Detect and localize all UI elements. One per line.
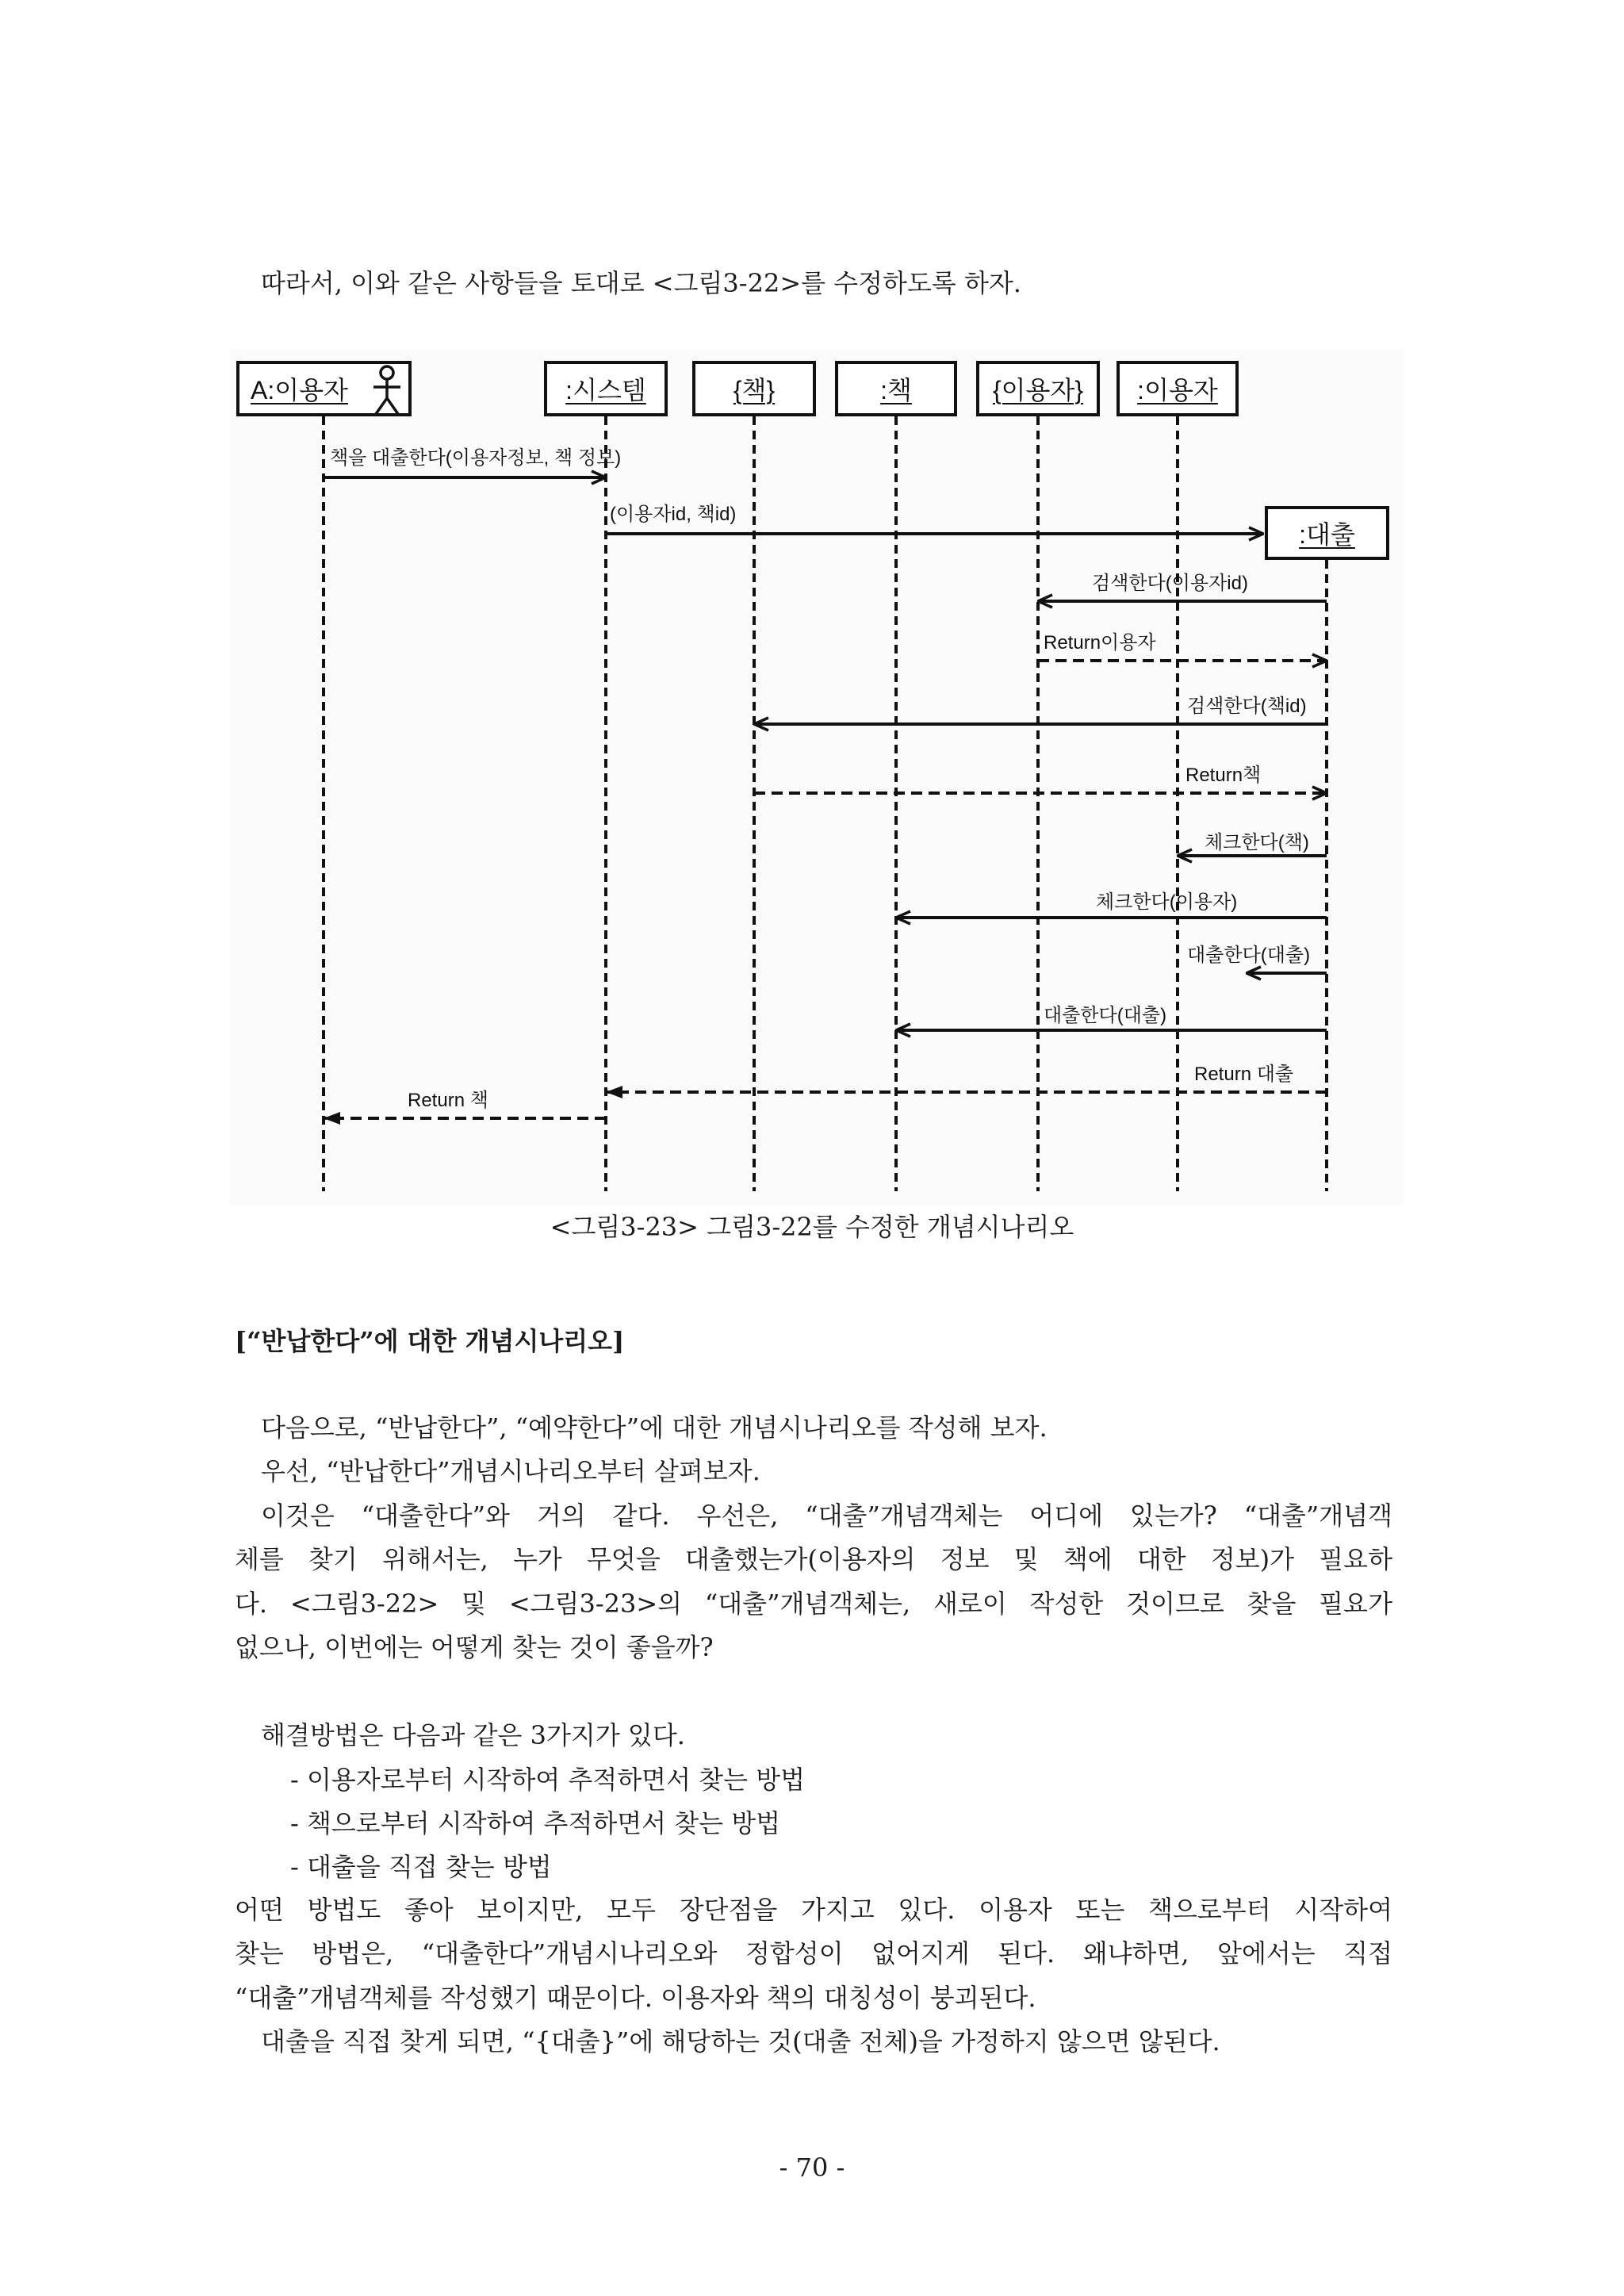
- paragraph-line: 없으나, 이번에는 어떻게 찾는 것이 좋을까?: [235, 1632, 714, 1662]
- object-label: A:이용자: [251, 376, 348, 404]
- object-label: :시스템: [565, 376, 646, 404]
- paragraph-line: 어떤 방법도 좋아 보이지만, 모두 장단점을 가지고 있다. 이용자 또는 책으로부터 시작하여: [235, 1895, 1392, 1925]
- message-label-9: 대출한다(대출): [1187, 945, 1311, 966]
- object-book-class: [692, 361, 816, 416]
- message-label-4: Return이용자: [1044, 632, 1156, 654]
- message-label-8: 체크한다(이용자): [1096, 891, 1238, 913]
- stick-figure-icon: [370, 365, 404, 416]
- object-label: :이용자: [1137, 376, 1218, 404]
- message-label-11: Return 대출: [1194, 1064, 1294, 1085]
- paragraph-line: 해결방법은 다음과 같은 3가지가 있다.: [261, 1720, 685, 1750]
- object-label: :대출: [1299, 520, 1355, 549]
- intro-text: 따라서, 이와 같은 사항들을 토대로 <그림3-22>를 수정하도록 하자.: [261, 268, 1021, 298]
- list-item: - 대출을 직접 찾는 방법: [290, 1852, 552, 1882]
- paragraph-line: 우선, “반납한다”개념시나리오부터 살펴보자.: [261, 1456, 760, 1486]
- message-label-3: 검색한다(이용자id): [1092, 573, 1248, 594]
- paragraph-line: 이것은 “대출한다”와 거의 같다. 우선은, “대출”개념객체는 어디에 있는가? “대출”개념객: [261, 1501, 1392, 1531]
- paragraph-line: “대출”개념객체를 작성했기 때문이다. 이용자와 책의 대칭성이 붕괴된다.: [235, 1983, 1036, 2013]
- section-heading: [“반납한다”에 대한 개념시나리오]: [235, 1326, 625, 1356]
- list-item: - 책으로부터 시작하여 추적하면서 찾는 방법: [290, 1808, 781, 1838]
- object-book: [835, 361, 957, 416]
- object-user-class: [976, 361, 1100, 416]
- message-label-7: 체크한다(책): [1205, 832, 1309, 853]
- sequence-diagram: [230, 349, 1404, 1205]
- message-label-10: 대출한다(대출): [1044, 1005, 1167, 1026]
- figure-caption: <그림3-23> 그림3-22를 수정한 개념시나리오: [550, 1212, 1074, 1242]
- paragraph-line: 다음으로, “반납한다”, “예약한다”에 대한 개념시나리오를 작성해 보자.: [261, 1412, 1048, 1443]
- object-actor-user: [236, 361, 412, 416]
- object-system: [544, 361, 668, 416]
- object-label: {이용자}: [992, 376, 1084, 404]
- list-item: - 이용자로부터 시작하여 추적하면서 찾는 방법: [290, 1765, 806, 1795]
- page-number: - 70 -: [779, 2152, 845, 2183]
- object-label: {책}: [733, 376, 776, 404]
- paragraph-line: 찾는 방법은, “대출한다”개념시나리오와 정합성이 없어지게 된다. 왜냐하면, 앞에서는 직접: [235, 1938, 1392, 1968]
- message-label-2: (이용자id, 책id): [610, 504, 737, 525]
- paragraph-line: 다. <그림3-22> 및 <그림3-23>의 “대출”개념객체는, 새로이 작성한 것이므로 찾을 필요가: [235, 1589, 1392, 1619]
- object-loan: [1265, 506, 1389, 560]
- object-user: [1116, 361, 1239, 416]
- message-label-6: Return책: [1185, 765, 1262, 786]
- paragraph-line: 대출을 직접 찾게 되면, “{대출}”에 해당하는 것(대출 전체)을 가정하지 않으면 않된다.: [261, 2026, 1220, 2056]
- paragraph-line: 체를 찾기 위해서는, 누가 무엇을 대출했는가(이용자의 정보 및 책에 대한 정보)가 필요하: [235, 1544, 1392, 1574]
- message-label-12: Return 책: [408, 1090, 488, 1111]
- object-label: :책: [880, 376, 912, 404]
- message-label-5: 검색한다(책id): [1187, 696, 1307, 717]
- message-label-1: 책을 대출한다(이용자정보, 책 정보): [330, 447, 622, 469]
